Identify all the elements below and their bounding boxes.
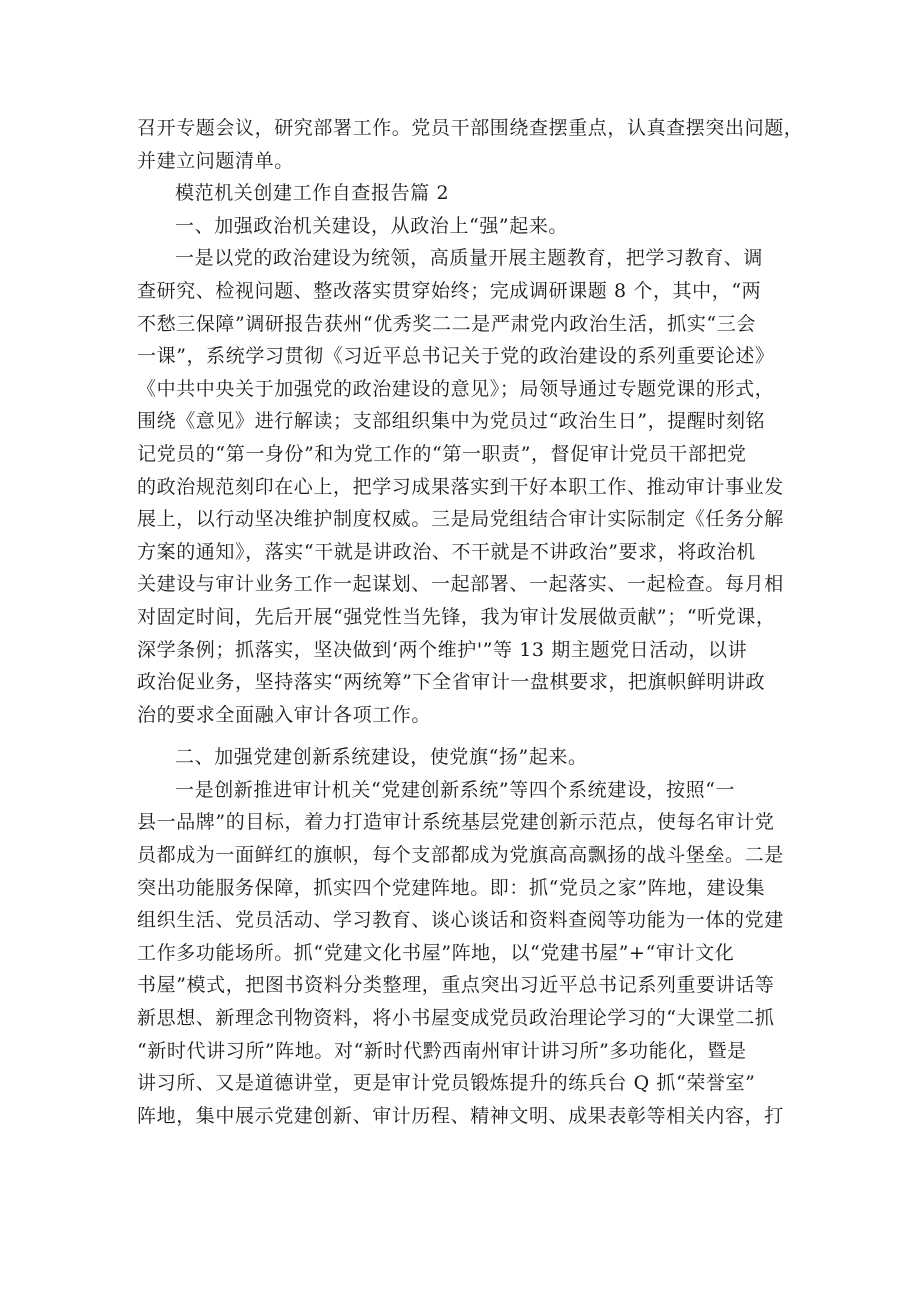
text-line: 的政治规范刻印在心上，把学习成果落实到干好本职工作、推动审计事业发 [137, 475, 784, 498]
text-line: 讲习所、又是道德讲堂，更是审计党员锻炼提升的练兵台 Q 抓“荣誉室” [137, 1072, 756, 1095]
text-line: 突出功能服务保障，抓实四个党建阵地。即：抓“党员之家”阵地，建设集 [137, 876, 766, 899]
text-line: 模范机关创建工作自查报告篇 2 [175, 182, 450, 205]
text-line: 组织生活、党员活动、学习教育、谈心谈话和资料查阅等功能为一体的党建 [137, 909, 784, 932]
text-line: 并建立问题清单。 [137, 149, 294, 172]
text-line: 一课”，系统学习贯彻《习近平总书记关于党的政治建设的系列重要论述》 [137, 345, 775, 368]
text-line: 二、加强党建创新系统建设，使党旗“扬”起来。 [175, 746, 588, 769]
text-line: 查研究、检视问题、整改落实贯穿始终；完成调研课题 8 个，其中，“两 [137, 279, 762, 302]
text-line: 不愁三保障”调研报告获州“优秀奖二二是严肃党内政治生活，抓实“三会 [137, 312, 756, 335]
text-line: 对固定时间，先后开展“强党性当先锋，我为审计发展做贡献”；“听党课， [137, 605, 776, 628]
text-line: “新时代讲习所”阵地。对“新时代黔西南州审计讲习所”多功能化，暨是 [137, 1039, 747, 1062]
document-body [137, 112, 804, 1132]
text-line: 深学条例；抓落实，坚决做到‘两个维护'”等 13 期主题党日活动，以讲 [137, 638, 748, 661]
text-line: 员都成为一面鲜红的旗帜，每个支部都成为党旗高高飘扬的战斗堡垒。二是 [137, 844, 784, 867]
text-line: 展上，以行动坚决维护制度权威。三是局党组结合审计实际制定《任务分解 [137, 508, 784, 531]
text-line: 一是以党的政治建设为统领，高质量开展主题教育，把学习教育、调 [175, 247, 764, 270]
text-line: 一、加强政治机关建设，从政治上“强”起来。 [175, 214, 569, 237]
text-line: 关建设与审计业务工作一起谋划、一起部署、一起落实、一起检查。每月相 [137, 573, 784, 596]
text-line: 新思想、新理念刊物资料，将小书屋变成党员政治理论学习的“大课堂二抓 [137, 1007, 775, 1030]
text-line: 书屋”模式，把图书资料分类整理，重点突出习近平总书记系列重要讲话等 [137, 974, 775, 997]
text-line: 政治促业务，坚持落实“两统筹”下全省审计一盘棋要求，把旗帜鲜明讲政 [137, 671, 766, 694]
text-line: 《中共中央关于加强党的政治建设的意见》；局领导通过专题党课的形式， [137, 377, 775, 400]
text-line: 一是创新推进审计机关“党建创新系统”等四个系统建设，按照“一 [175, 778, 736, 801]
text-line: 围绕《意见》进行解读；支部组织集中为党员过“政治生日”，提醒时刻铭 [137, 410, 766, 433]
text-line: 记党员的“第一身份”和为党工作的“第一职责”，督促审计党员干部把党 [137, 442, 747, 465]
text-line: 工作多功能场所。抓“党建文化书屋”阵地，以“党建书屋”+“审计文化 [137, 941, 735, 964]
text-line: 召开专题会议，研究部署工作。党员干部围绕查摆重点，认真查摆突出问题， [137, 117, 804, 139]
text-line: 阵地，集中展示党建创新、审计历程、精神文明、成果表彰等相关内容，打 [137, 1104, 784, 1127]
text-line: 治的要求全面融入审计各项工作。 [137, 703, 432, 726]
paragraph-gap [137, 731, 797, 741]
text-line: 方案的通知》，落实“干就是讲政治、不干就是不讲政治”要求，将政治机 [137, 540, 756, 563]
text-line: 县一品牌”的目标，着力打造审计系统基层党建创新示范点，使每名审计党 [137, 811, 775, 834]
